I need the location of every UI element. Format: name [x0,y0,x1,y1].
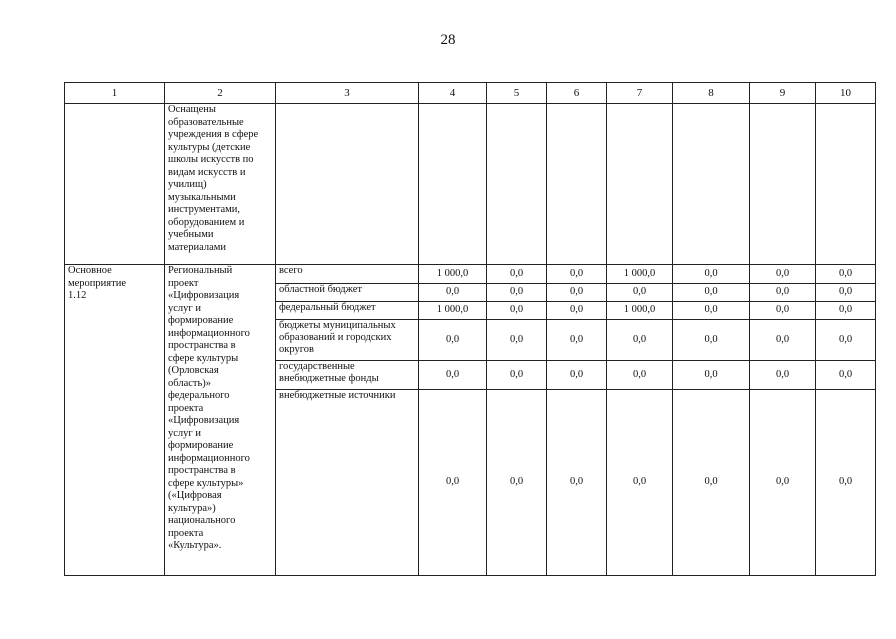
continuation-description: Оснащены образовательные учреждения в сфере культуры (детские школы искусств по видам искусств и училищ) музыкальными инструментами, оборудованием и учебными материалами [165,104,276,265]
empty-cell [419,104,487,265]
empty-cell [607,104,673,265]
value-cell: 1 000,0 [607,265,673,284]
column-number: 4 [419,83,487,104]
value-cell: 0,0 [487,361,547,390]
value-cell: 0,0 [673,302,750,320]
value-cell: 0,0 [547,390,607,576]
value-cell: 0,0 [607,361,673,390]
value-cell: 0,0 [419,320,487,361]
value-cell: 0,0 [487,320,547,361]
value-cell: 0,0 [750,284,816,302]
empty-cell [816,104,876,265]
value-cell: 0,0 [547,320,607,361]
column-number: 3 [276,83,419,104]
column-number: 10 [816,83,876,104]
value-cell: 0,0 [547,284,607,302]
value-cell: 1 000,0 [419,302,487,320]
column-number: 9 [750,83,816,104]
empty-cell [750,104,816,265]
funding-source: всего [276,265,419,284]
value-cell: 0,0 [419,284,487,302]
continuation-cell-col1 [65,104,165,265]
value-cell: 0,0 [673,320,750,361]
value-cell: 0,0 [816,302,876,320]
column-number: 6 [547,83,607,104]
page-number: 28 [440,32,456,48]
funding-source: областной бюджет [276,284,419,302]
column-number: 1 [65,83,165,104]
value-cell: 0,0 [419,361,487,390]
continuation-row [65,104,876,265]
empty-cell [673,104,750,265]
funding-source: бюджеты муниципальных образований и городских округов [276,320,419,361]
value-cell: 0,0 [487,265,547,284]
value-cell: 0,0 [673,390,750,576]
value-cell: 0,0 [750,361,816,390]
value-cell: 0,0 [547,265,607,284]
value-cell: 0,0 [419,390,487,576]
value-cell: 0,0 [547,302,607,320]
value-cell: 0,0 [673,361,750,390]
value-cell: 0,0 [816,320,876,361]
value-cell: 1 000,0 [419,265,487,284]
value-cell: 0,0 [547,361,607,390]
value-cell: 0,0 [607,390,673,576]
funding-source: федеральный бюджет [276,302,419,320]
value-cell: 1 000,0 [607,302,673,320]
empty-cell [487,104,547,265]
value-cell: 0,0 [816,284,876,302]
value-cell: 0,0 [487,284,547,302]
value-cell: 0,0 [750,390,816,576]
value-cell: 0,0 [750,302,816,320]
value-cell: 0,0 [607,320,673,361]
value-cell: 0,0 [487,390,547,576]
value-cell: 0,0 [673,284,750,302]
funding-source: внебюджетные источники [276,390,419,576]
value-cell: 0,0 [673,265,750,284]
event-description: Региональный проект «Цифровизация услуг и формирование информационного пространства в сфере культуры (Орловская область)» федерального проекта «Цифровизация услуг и формирование информационного пространства в сфере культуры» («Цифровая культура») национального проекта «Культура». [165,265,276,576]
column-number: 2 [165,83,276,104]
event-number: Основное мероприятие 1.12 [65,265,165,576]
column-number: 7 [607,83,673,104]
column-number: 5 [487,83,547,104]
empty-cell [547,104,607,265]
funding-row [65,265,876,284]
value-cell: 0,0 [816,390,876,576]
value-cell: 0,0 [816,265,876,284]
value-cell: 0,0 [816,361,876,390]
value-cell: 0,0 [750,265,816,284]
value-cell: 0,0 [487,302,547,320]
column-number-row [65,83,876,104]
column-number: 8 [673,83,750,104]
value-cell: 0,0 [750,320,816,361]
budget-table [64,82,876,576]
empty-cell [276,104,419,265]
value-cell: 0,0 [607,284,673,302]
funding-source: государственные внебюджетные фонды [276,361,419,390]
